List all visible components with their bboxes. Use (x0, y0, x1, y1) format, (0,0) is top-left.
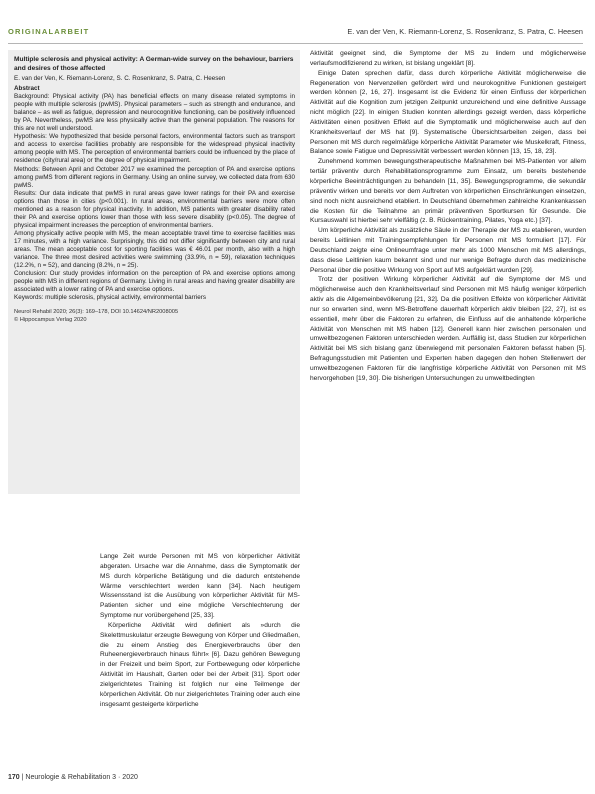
body-column-right (310, 49, 586, 384)
body-paragraph: Körperliche Aktivität wird definiert als »durch die Skelettmuskulatur erzeugte Bewegung von Körper und Gliedmaßen, die zu einem Anstieg des Energieverbrauchs über den Ruheenergieverbrauch hinaus führt« [6]. Dazu gehören Bewegung in der Freizeit und beim Sport, zur Fortbewegung oder körperliche Aktivität im Haushalt, Garten oder bei der Arbeit [31]. Sport oder zielgerichtetes Training ist folglich nur eine Teilmenge der körperlichen Aktivität. Ob nur zielgerichtetes Training oder auch eine insgesamt gesteigerte körperliche (100, 621, 300, 708)
body-paragraph: Trotz der positiven Wirkung körperlicher Aktivität auf die Symptome der MS und möglicherweise auch den Krankheitsverlauf sind Personen mit MS häufig weniger körperlich aktiv als die Allgemeinbevölkerung [21, 32]. Da die positiven Effekte von körperlicher Aktivität nur so erwarten sind, wenn MS-Betroffene dauerhaft körperlich aktiv bleiben [22, 27], ist es essentiell, mehr über die Faktoren zu erfahren, die Einfluss auf die anhaltende körperliche Aktivität von Menschen mit MS haben [12]. Generell kann hier zwischen personalen und umweltbezogenen Faktoren unterschieden werden. Auffällig ist, dass Studien zur körperlichen Aktivität bei MS sich bislang ganz überwiegend mit personalen Faktoren befasst haben [5]. Befragungsstudien mit Patienten und Experten haben dagegen den hohen Stellenwert der umweltbezogenen Faktoren für die langfristige körperliche Aktivität von Personen mit MS hervorgehoben [19, 30]. Die bisherigen Untersuchungen zu umweltbedingten (310, 276, 586, 382)
page-number: 170 (8, 774, 20, 781)
citation: Neurol Rehabil 2020; 26(3): 169–178, DOI 10.14624/NR2008005 (14, 309, 179, 316)
section-label: ORIGINALARBEIT (8, 27, 90, 36)
abstract-methods: Methods: Between April and October 2017 we examined the perception of PA and exercise options among pwMS from different regions in Germany. Using an online survey, we collected data from 630 pwMS. (14, 165, 295, 189)
abstract-results-cont: Among physically active people with MS, the mean acceptable travel time to exercise facilities was 17 minutes, with a high variance. Surprisingly, this did not differ significantly between city and rural areas. The mean acceptable cost for sporting facilities was € 46.01 per month, also with a high variance. The three most desired activities were swimming (33.9%, n = 59), relaxation techniques (12.2%, n = 52), and dancing (8.2%, n = 25). (14, 229, 295, 270)
footer-separator: | (21, 774, 26, 781)
abstract-authors: E. van der Ven, K. Riemann-Lorenz, S. C. Rosenkranz, S. Patra, C. Heesen (14, 75, 226, 82)
abstract-hypothesis: Hypothesis: We hypothesized that beside personal factors, environmental factors such as transport and access to exercise facilities probably are responsible for the widespread physical inactivity among people with MS. The perception of environmental barriers could be influenced by the place of residence (city/rural area) or the degree of physical impairment. (14, 133, 295, 165)
body-paragraph: Lange Zeit wurde Personen mit MS von körperlicher Aktivität abgeraten. Ursache war die Annahme, dass die Symptomatik der MS durch körperliche Betätigung und die dadurch entstehende Wärme verschlechtert werden kann [34]. Nach heutigem Wissensstand ist die Ausübung von körperlicher Aktivität für MS-Patienten sicher und eine mögliche Verschlechterung der Symptome nur vorübergehend [25, 33]. (100, 553, 300, 620)
body-paragraph: Zunehmend kommen bewegungstherapeutische Maßnahmen bei MS-Patienten vor allem tertiär präventiv durch Rehabilitationsprogramme zum Einsatz, um bereits bestehende körperliche Beeinträchtigungen zu behandeln [11, 35]. Bewegungsprogramme, die sekundär präventiv wirken und bereits vor dem Auftreten von körperlichen Einschränkungen einsetzen, sind noch nicht ausreichend etabliert. In Deutschland übernehmen zahlreiche Krankenkassen die Kosten für die Teilnahme an primär präventiven Sportkursen für Gesunde. Die Kursauswahl ist hierbei sehr vielfältig (z. B. Rückentraining, Pilates, Yoga etc.) [37]. (310, 158, 586, 225)
page-header (0, 23, 595, 45)
abstract-heading: Abstract (14, 85, 40, 93)
abstract-box (8, 50, 300, 494)
header-rule (8, 43, 583, 44)
abstract-title: Multiple sclerosis and physical activity: A German-wide survey on the behaviour, barriers and desires of those affected (14, 56, 294, 72)
body-column-left (100, 552, 300, 710)
abstract-conclusion: Conclusion: Our study provides information on the perception of PA and exercise options among people with MS in different regions of Germany. Living in rural areas and having greater disability are associated with a lower rating of PA and exercise options. (14, 270, 295, 294)
abstract-results: Results: Our data indicate that pwMS in rural areas gave lower ratings for their PA and exercise options than those in cities (p<0.001). In rural areas, environmental barriers were more often mentioned as a reason for physical inactivity. In addition, MS patients with greater disability rated their PA and exercise options lower than those with less severe disability (p<0.05). The degree of physical impairment increases the perception of environmental barriers. (14, 189, 295, 229)
abstract-keywords: Keywords: multiple sclerosis, physical activity, environmental barriers (14, 294, 207, 302)
journal-name: Neurologie & Rehabilitation 3 · 2020 (25, 774, 138, 781)
abstract-background: Background: Physical activity (PA) has beneficial effects on many disease related symptoms in people with multiple sclerosis (pwMS). Physical parameters – such as strength and endurance, and balance – as well as fatigue, depression and neurocognitive functioning, can be positively influenced by PA. Nevertheless, pwMS are less physically active than the general population. The reasons for this are not well understood. (14, 93, 295, 133)
body-paragraph: Einige Daten sprechen dafür, dass durch körperliche Aktivität möglicherweise die Regeneration von Nervenzellen gefördert wird und neurokognitive Funktionen gesteigert werden können [2, 16, 27]. Insgesamt ist die Evidenz für einen Einfluss der körperlichen Aktivität auf die Kognition zum jetzigen Zeitpunkt unzureichend und eine definitive Aussage nicht möglich [22]. In einigen Studien konnten allerdings gezeigt werden, dass körperliche Aktivitäten einen positiven Effekt auf die Symptomatik und möglicherweise auch auf den Krankheitsverlauf der MS hat [9]. Systematische Übersichtsarbeiten zeigen, dass bei Personen mit MS durch regelmäßige körperliche Aktivität Parameter wie Muskelkraft, Fitness, Balance sowie Fatigue und Depressivität verbessert werden können [13, 15, 18, 23]. (310, 69, 586, 156)
page-footer (8, 774, 138, 781)
body-paragraph: Aktivität geeignet sind, die Symptome der MS zu lindern und möglicherweise verlaufsmodifizierend zu wirken, ist bislang ungeklärt [8]. (310, 50, 586, 67)
copyright: © Hippocampus Verlag 2020 (14, 316, 87, 323)
running-head-authors: E. van der Ven, K. Riemann-Lorenz, S. Rosenkranz, S. Patra, C. Heesen (347, 27, 583, 36)
citation-line (14, 309, 295, 324)
body-paragraph: Um körperliche Aktivität als zusätzliche Säule in der Therapie der MS zu etablieren, wurden bereits Leitlinien mit Trainingsempfehlungen für Personen mit MS formuliert [17]. Für Deutschland zeigte eine Onlineumfrage unter mehr als 1000 Menschen mit MS allerdings, dass diese Leitlinien kaum bekannt sind und nur wenige Befragte durch das medizinische Personal über die positive Wirkung von Sport auf MS aufgeklärt wurden [29]. (310, 227, 586, 274)
